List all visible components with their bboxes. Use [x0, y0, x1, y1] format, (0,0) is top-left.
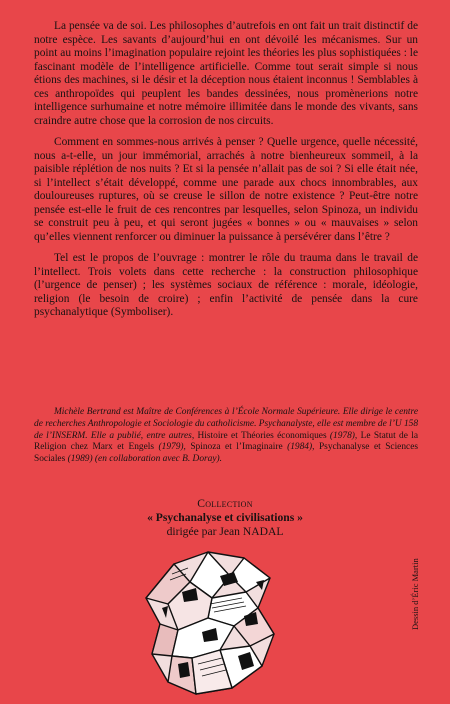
blurb-text	[34, 20, 418, 328]
illustration-credit: Dessin d’Éric Martin	[410, 558, 420, 630]
bio-year-2: (1979),	[154, 442, 191, 453]
cubist-head-illustration	[112, 546, 312, 696]
blurb-paragraph-2: Comment en sommes-nous arrivés à penser ? Quelle urgence, quelle nécessité, nous a-t-elle, un jour immémorial, arrachés à notre bienheureux sommeil, à la paisible réplétion de nos nuits ? Et si la pensée n’allait pas de soi ? Si elle était née, si l’intellect s’était développé, comme une parade aux chocs innombrables, aux douloureuses ruptures, où se creuse le sillon de notre existence ? Peut-être notre pensée est-elle le fruit de ces rencontres par lesquelles, selon Spinoza, un individu se construit peu à peu, et qui seront jugées « bonnes » ou « mauvaises » selon qu’elles viennent renforcer ou diminuer la puissance à persévérer dans l’être ?	[34, 136, 418, 243]
collection-name: « Psychanalyse et civilisations »	[147, 511, 303, 524]
bio-year-4: (1989) (en collaboration avec B. Doray).	[65, 454, 222, 465]
collection-director: dirigée par Jean NADAL	[166, 525, 284, 538]
bio-title-3: Spinoza et l’Imaginaire	[190, 442, 283, 453]
bio-year-3: (1984),	[282, 442, 319, 453]
blurb-paragraph-1: La pensée va de soi. Les philosophes d’autrefois en ont fait un trait distinctif de notre espèce. Les savants d’aujourd’hui en ont dévoilé les mécanismes. Sur un point au moins l’imagination populaire rejoint les théories les plus sophistiquées : le fascinant modèle de l’intelligence artificielle. Comme tout serait simple si nous étions des machines, si le désir et la déception nous étaient inconnus ! Semblables à ces anthropoïdes qui peuplent les bandes dessinées, nous promènerions notre intelligence surhumaine et notre mémoire illimitée dans le monde des vivants, sans craindre autre chose que la corrosion de nos circuits.	[34, 20, 418, 127]
bio-title-2: Le Statut de la Religion chez Marx et Engels	[34, 430, 418, 453]
author-bio	[34, 407, 418, 466]
blurb-paragraph-3: Tel est le propos de l’ouvrage : montrer le rôle du trauma dans le travail de l’intellect. Trois volets dans cette recherche : la construction philosophique (l’urgence de penser) ; les systèmes sociaux de référence : morale, idéologie, religion (le besoin de croire) ; enfin l’activité de pensée dans la cure psychanalytique (Symboliser).	[34, 252, 418, 318]
collection-label: Collection	[197, 497, 253, 510]
bio-title-4: Psychanalyse et Sciences Sociales	[34, 442, 419, 465]
bio-text: Michèle Bertrand est Maître de Conférences à l’École Normale Supérieure. Elle dirige le centre de recherches Anthropologie et Sociologie du catholicisme. Psychanalyste, elle est membre de l’U 158 de l’INSERM. Elle a publié, entre autres,	[34, 407, 419, 441]
bio-year-1: (1978),	[326, 430, 361, 441]
collection-block	[0, 497, 450, 539]
bio-title-1: Histoire et Théories économiques	[197, 430, 327, 441]
